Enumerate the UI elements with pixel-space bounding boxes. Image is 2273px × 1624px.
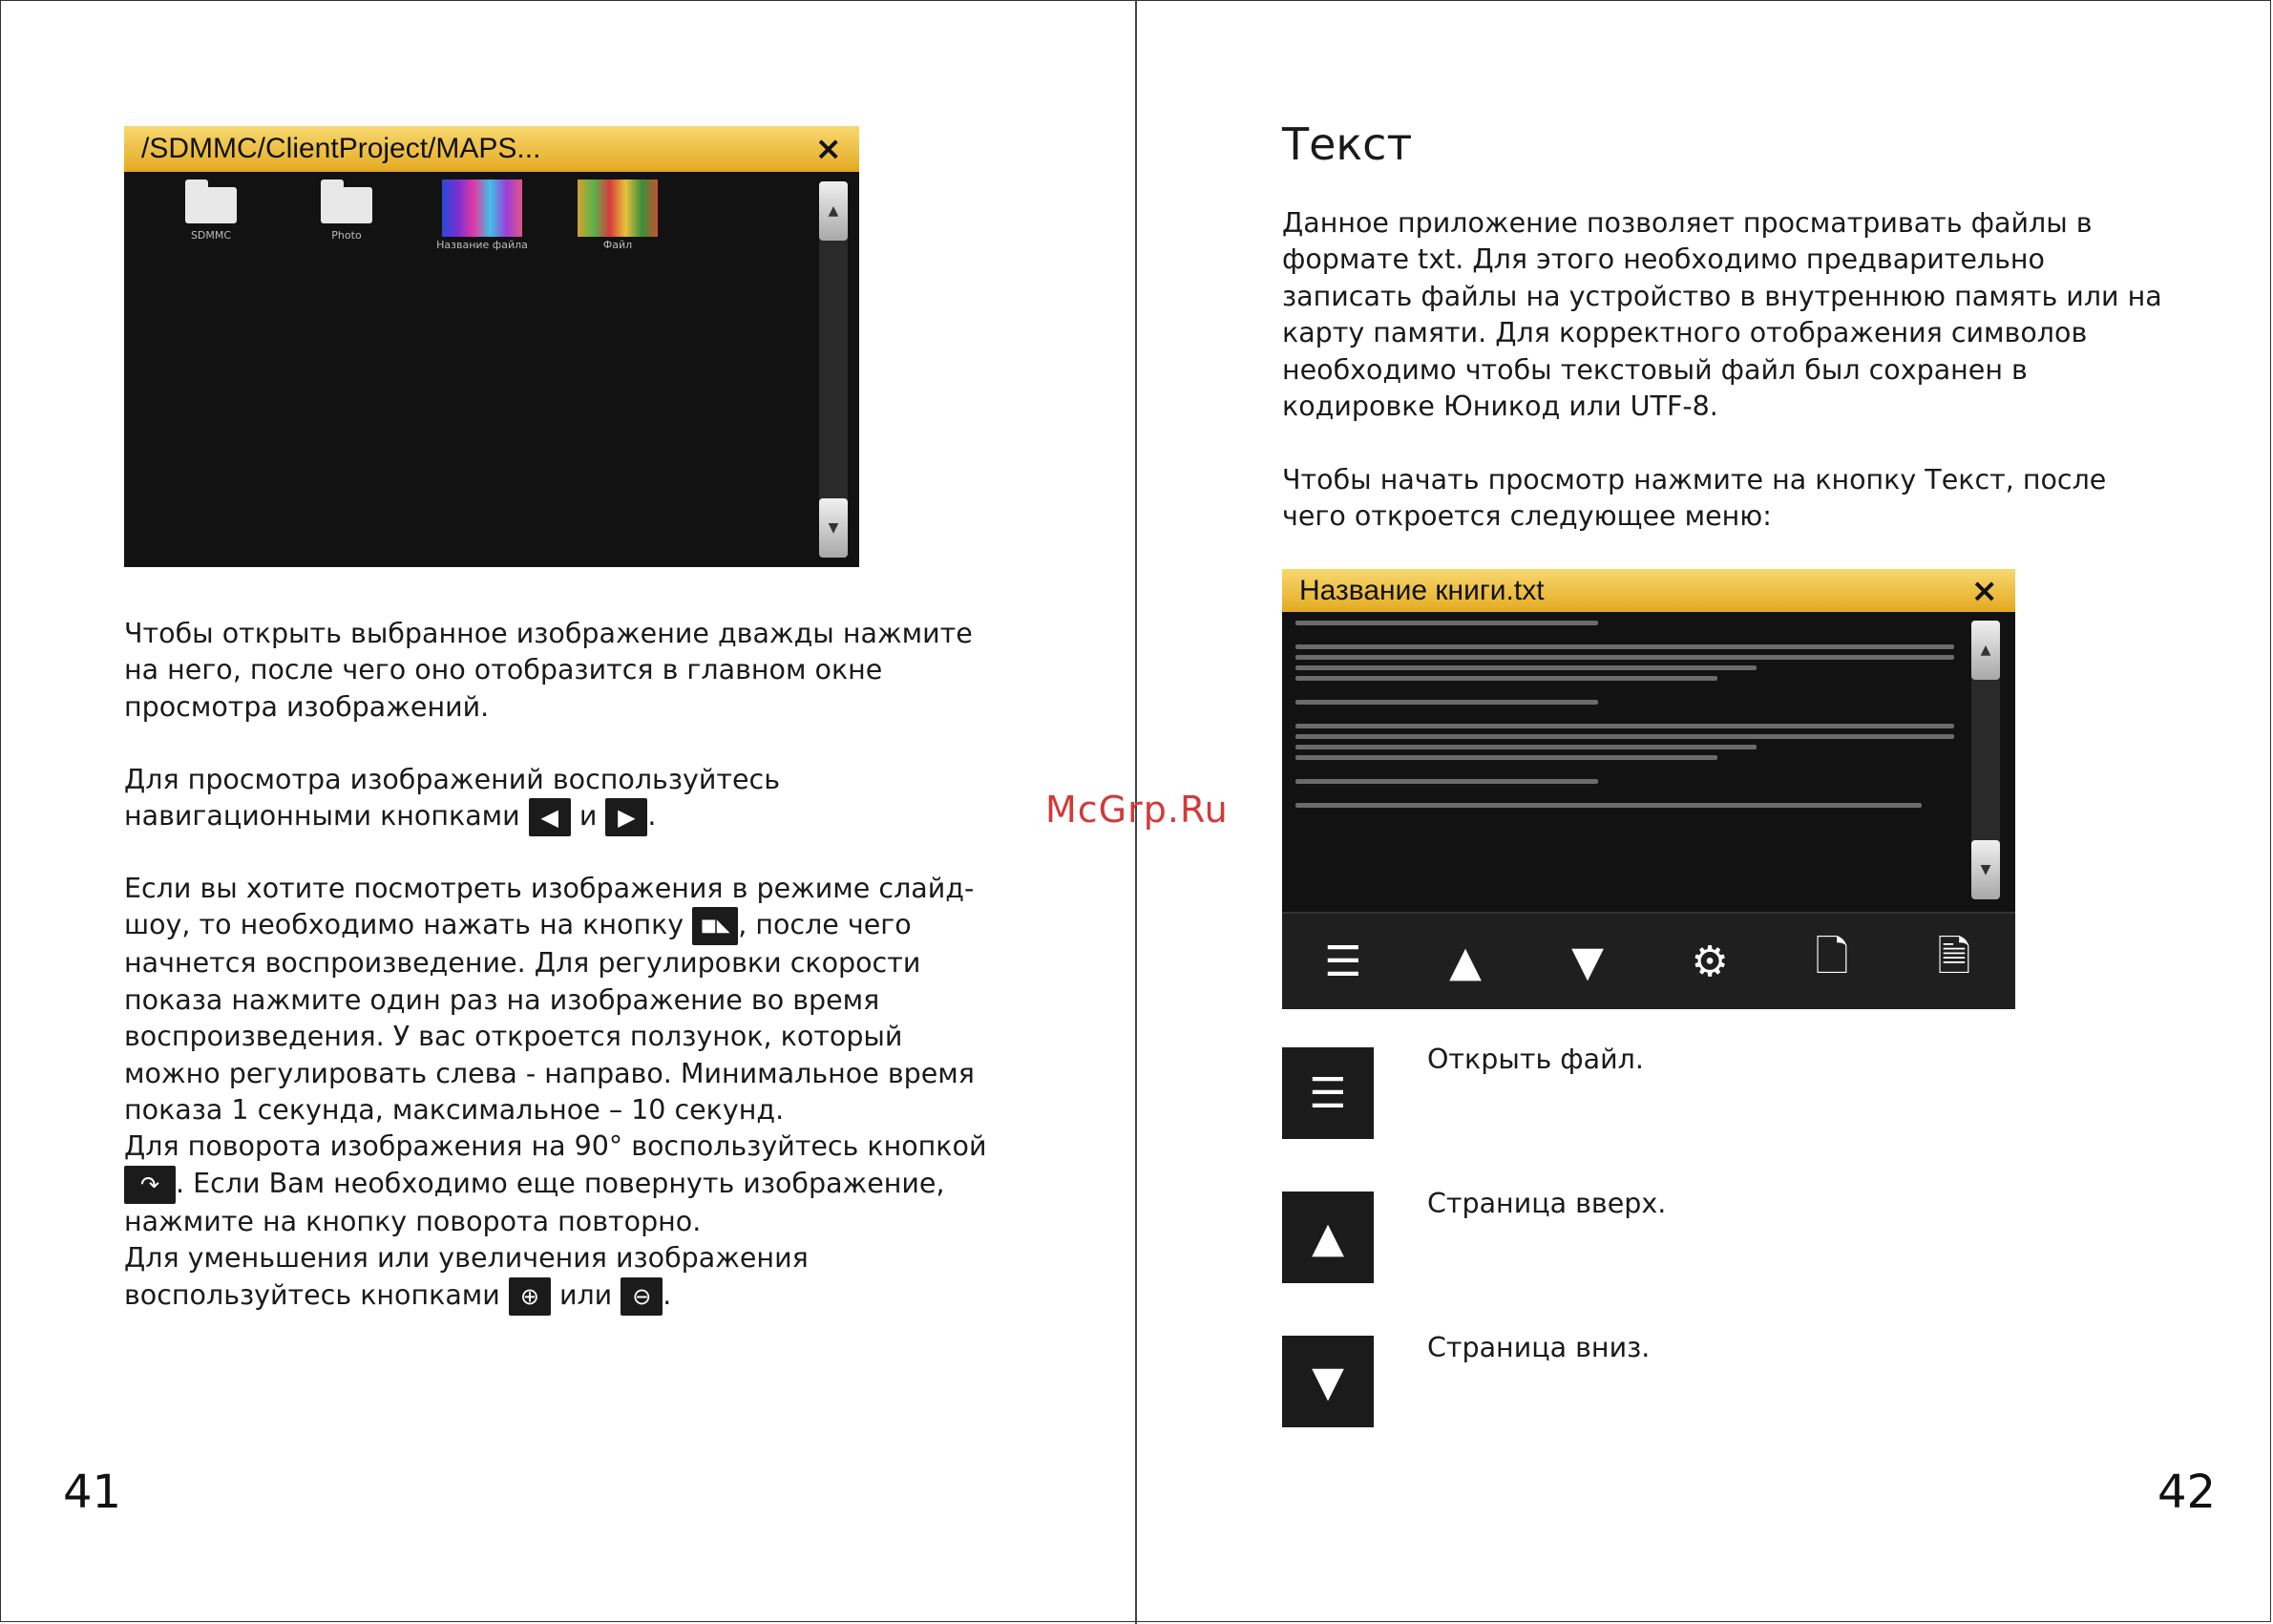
text-line: [1295, 803, 1922, 808]
list-icon[interactable]: ☰: [1324, 937, 1362, 986]
prev-arrow-icon: ◀: [529, 798, 571, 836]
scrollbar[interactable]: [819, 181, 848, 558]
folder-icon: [185, 187, 237, 223]
legend-open-file: Открыть файл.: [1427, 1044, 1644, 1075]
file-item-label: Файл: [602, 239, 633, 251]
paragraph-text: Для просмотра изображений воспользуйтесь навигационными кнопками: [124, 764, 780, 833]
new-file-icon[interactable]: 🗋: [1815, 932, 1849, 981]
paragraph-open-image: Чтобы открыть выбранное изображение дважды нажмите на него, после чего оно отобразится в главном окне просмотра изображений.: [124, 618, 973, 723]
paragraph-start: Чтобы начать просмотр нажмите на кнопку Текст, после чего откроется следующее меню:: [1282, 464, 2107, 533]
file-browser-screenshot: [124, 126, 859, 567]
file-item-image-2[interactable]: [550, 179, 685, 251]
paragraph-intro: Данное приложение позволяет просматривать файлы в формате txt. Для этого необходимо предварительно записать файлы на устройство в внутреннюю память или на карту памяти. Для корректного отображения символов необходимо чтобы текстовый файл был сохранен в кодировке Юникод или UTF-8.: [1282, 207, 2162, 423]
image-thumbnail: [442, 179, 522, 237]
paragraph-text: Если вы хотите посмотреть изображения в режиме слайд-шоу, то необходимо нажать на кнопку: [124, 873, 975, 941]
zoom-out-icon: ⊖: [621, 1277, 663, 1316]
arrow-up-icon[interactable]: ▲: [1449, 937, 1482, 986]
text-line: [1295, 734, 1954, 739]
text-line: [1295, 700, 1598, 705]
scroll-down-button[interactable]: ▼: [1971, 840, 2000, 899]
file-item-label: Photo: [331, 229, 362, 242]
view-file-icon[interactable]: 🗎: [1937, 932, 1971, 981]
scrollbar[interactable]: [1971, 621, 2000, 899]
scroll-track[interactable]: [819, 241, 848, 498]
text-viewer-titlebar: [1282, 569, 2015, 612]
file-browser-path: /SDMMC/ClientProject/MAPS...: [141, 133, 541, 164]
file-item-label: SDMMC: [190, 229, 232, 242]
text-viewer-title: Название книги.txt: [1299, 574, 1545, 606]
text-viewer-toolbar: [1282, 912, 2015, 1009]
file-item-label: Название файла: [436, 239, 528, 251]
next-arrow-icon: ▶: [605, 798, 647, 836]
legend-page-down: Страница вниз.: [1427, 1332, 1651, 1363]
paragraph-text: Для уменьшения или увеличения изображения воспользуйтесь кнопками: [124, 1242, 809, 1311]
paragraph-end: .: [663, 1278, 672, 1311]
file-item-sdmmc[interactable]: [143, 179, 279, 251]
image-thumbnail: [578, 179, 658, 237]
zoom-in-icon: ⊕: [509, 1277, 551, 1316]
paragraph-end: .: [647, 800, 657, 833]
arrow-down-icon: ▼: [1282, 1336, 1374, 1427]
text-line: [1295, 745, 1757, 749]
paragraph-text: . Если Вам необходимо еще повернуть изображение, нажмите на кнопку поворота повторно.: [124, 1167, 945, 1237]
section-heading: Текст: [1282, 118, 1413, 170]
text-line: [1295, 621, 1598, 625]
file-browser-titlebar: [124, 126, 859, 172]
scroll-up-button[interactable]: ▲: [1971, 621, 2000, 680]
arrow-up-icon: ▲: [1282, 1192, 1374, 1283]
slideshow-icon: ■◣: [692, 907, 738, 945]
arrow-down-icon[interactable]: ▼: [1571, 937, 1604, 986]
conjunction-text: и: [579, 800, 598, 833]
paragraph-text: Для поворота изображения на 90° воспользуйтесь кнопкой: [124, 1130, 987, 1163]
file-item-photo[interactable]: [279, 179, 414, 251]
paragraph-slideshow: [124, 871, 1002, 1316]
close-icon[interactable]: ×: [1970, 571, 1998, 610]
text-viewer-screenshot: [1282, 569, 2015, 1009]
legend-page-up: Страница вверх.: [1427, 1188, 1667, 1219]
conjunction-text: или: [558, 1278, 613, 1311]
text-line: [1295, 665, 1757, 670]
text-line: [1295, 724, 1954, 728]
text-line: [1295, 676, 1717, 681]
settings-icon[interactable]: ⚙: [1691, 937, 1729, 986]
close-icon[interactable]: ×: [814, 130, 842, 168]
page-number-right: 42: [2157, 1466, 2217, 1519]
text-line: [1295, 755, 1717, 760]
list-icon: ☰: [1282, 1047, 1374, 1139]
text-line: [1295, 655, 1954, 660]
scroll-up-button[interactable]: ▲: [819, 181, 848, 241]
watermark: McGrp.Ru: [1045, 789, 1229, 831]
file-item-image-1[interactable]: [414, 179, 550, 251]
paragraph-text: , после чего начнется воспроизведение. Для регулировки скорости показа нажмите один раз на изображение во время воспроизведения. У вас откроется ползунок, который можно регулировать слева - направо. Минимальное время показа 1 секунда, максимальное – 10 секунд.: [124, 909, 975, 1127]
folder-icon: [321, 187, 372, 223]
text-content: [1295, 621, 1954, 813]
file-grid: [143, 179, 685, 251]
scroll-track[interactable]: [1971, 680, 2000, 840]
text-line: [1295, 779, 1598, 784]
text-line: [1295, 644, 1954, 649]
scroll-down-button[interactable]: ▼: [819, 498, 848, 558]
paragraph-navigation: [124, 762, 1002, 836]
page-number-left: 41: [63, 1466, 122, 1519]
rotate-icon: ↷: [124, 1166, 176, 1204]
